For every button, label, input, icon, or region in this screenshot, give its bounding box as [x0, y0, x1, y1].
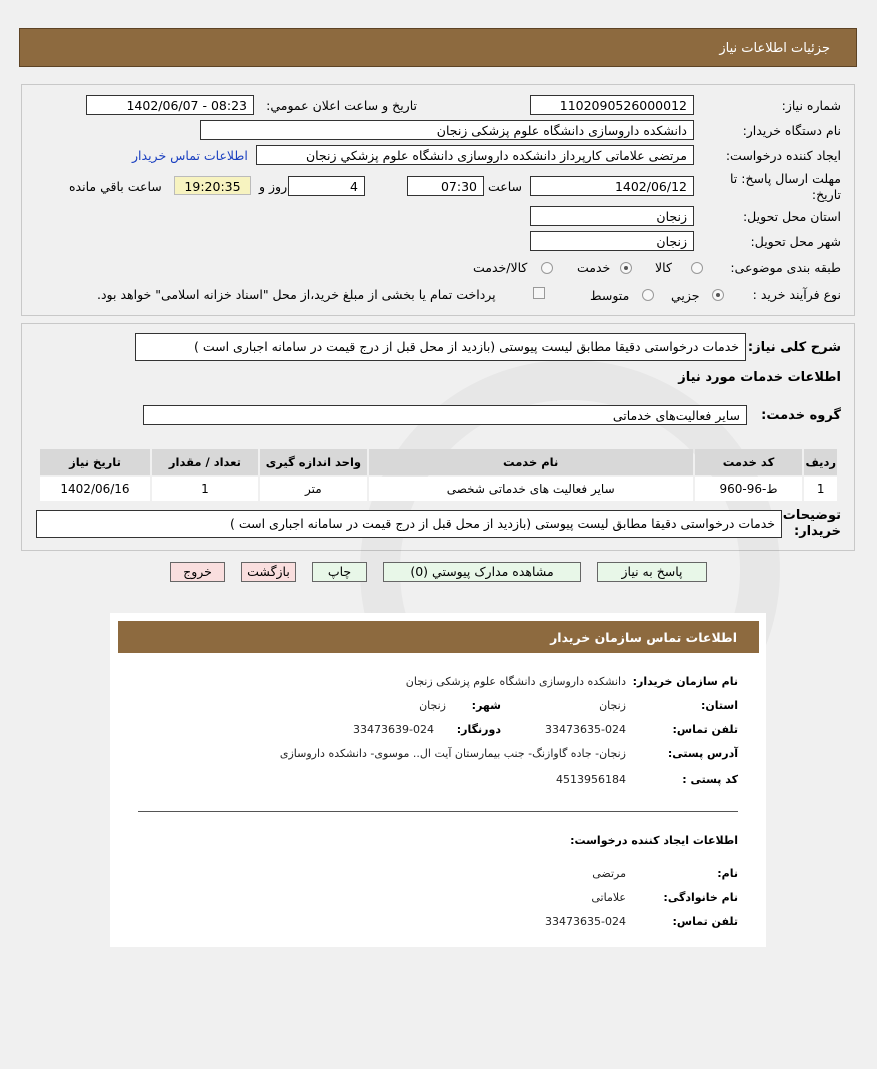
attachments-button[interactable]: مشاهده مدارک پيوستي (0) — [383, 562, 581, 582]
print-button[interactable]: چاپ — [312, 562, 367, 582]
services-heading: اطلاعات خدمات مورد نياز — [678, 370, 841, 385]
province-field: زنجان — [530, 206, 694, 226]
creator-name-label: نام: — [717, 867, 738, 880]
buyer-label: نام دستگاه خريدار: — [742, 123, 841, 138]
page-header — [19, 28, 857, 67]
service-group-label: گروه خدمت: — [761, 408, 841, 423]
reply-button[interactable]: پاسخ به نياز — [597, 562, 707, 582]
table-row — [40, 477, 837, 501]
table-header-row — [40, 449, 837, 475]
summary-field: خدمات درخواستی دقیقا مطابق لیست پیوستی (بازدید از محل قبل از درج قیمت در سامانه اجباری است ) — [135, 333, 746, 361]
need-number-field: 1102090526000012 — [530, 95, 694, 115]
back-button[interactable]: بازگشت — [241, 562, 296, 582]
col-service-code: کد خدمت — [695, 449, 803, 475]
treasury-checkbox[interactable] — [533, 287, 545, 299]
category-option-goods: کالا — [655, 260, 672, 275]
process-option-minor: جزيي — [671, 288, 700, 303]
creator-name-value: مرتضی — [592, 867, 626, 880]
page-title: جزئيات اطلاعات نياز — [719, 41, 830, 56]
buyer-notes-field: خدمات درخواستی دقیقا مطابق لیست پیوستی (بازدید از محل قبل از درج قیمت در سامانه اجباری است ) — [36, 510, 782, 538]
process-radio-medium[interactable] — [642, 289, 654, 301]
creator-label: ايجاد کننده درخواست: — [725, 148, 841, 163]
category-radio-goods[interactable] — [691, 262, 703, 274]
cell-unit: متر — [260, 477, 367, 501]
remaining-time-field: 19:20:35 — [174, 176, 251, 195]
category-radio-service[interactable] — [620, 262, 632, 274]
process-option-medium: متوسط — [590, 288, 630, 303]
category-label: طبقه بندی موضوعی: — [730, 260, 841, 275]
contact-fax-value: 33473639-024 — [353, 723, 434, 736]
category-radio-goods-service[interactable] — [541, 262, 553, 274]
address-value: زنجان- جاده گاوازنگ- جنب بیمارستان آیت ال.. موسوی- دانشکده داروسازی — [279, 747, 626, 760]
buyer-contact-link[interactable]: اطلاعات تماس خريدار — [132, 148, 248, 163]
city-label: شهر محل تحويل: — [750, 234, 841, 249]
contact-city-value: زنجان — [419, 699, 446, 712]
cell-service-code: ط-96-960 — [695, 477, 803, 501]
category-option-service: خدمت — [577, 260, 611, 275]
buyer-field: دانشکده داروسازی دانشگاه علوم پزشکی زنجان — [200, 120, 694, 140]
contact-city-label: شهر: — [471, 699, 501, 712]
org-label: نام سازمان خريدار: — [632, 675, 738, 688]
need-number-label: شماره نياز: — [781, 98, 841, 113]
address-label: آدرس پستی: — [667, 747, 738, 760]
service-group-field: ساير فعاليت‌های خدماتی — [143, 405, 747, 425]
creator-field: مرتضی علاماتی کارپرداز دانشکده داروسازی دانشگاه علوم پزشکي زنجان — [256, 145, 694, 165]
deadline-label-2: تاريخ: — [811, 187, 841, 202]
process-radio-minor[interactable] — [712, 289, 724, 301]
cell-row: 1 — [804, 477, 837, 501]
creator-family-value: علاماتی — [591, 891, 626, 904]
services-table — [38, 447, 839, 503]
contact-fax-label: دورنگار: — [456, 723, 501, 736]
buyer-contact-card — [110, 613, 766, 947]
creator-heading: اطلاعات ايجاد کننده درخواست: — [570, 834, 738, 847]
exit-button[interactable]: خروج — [170, 562, 225, 582]
contact-phone-label: تلفن تماس: — [672, 723, 738, 736]
col-row: رديف — [804, 449, 837, 475]
creator-phone-label: تلفن تماس: — [672, 915, 738, 928]
province-label: استان محل تحويل: — [742, 209, 841, 224]
announce-field: 1402/06/07 - 08:23 — [86, 95, 254, 115]
deadline-date-field: 1402/06/12 — [530, 176, 694, 196]
col-need-date: تاريخ نياز — [40, 449, 150, 475]
contact-card-title: اطلاعات تماس سازمان خريدار — [550, 630, 737, 645]
deadline-time-label: ساعت — [488, 179, 523, 194]
summary-label: شرح کلی نياز: — [747, 340, 841, 355]
buyer-notes-label-1: توضيحات — [782, 508, 841, 523]
buyer-notes-label-2: خريدار: — [794, 524, 841, 539]
category-option-goods-service: کالا/خدمت — [473, 260, 528, 275]
deadline-label-1: مهلت ارسال پاسخ: تا — [730, 171, 841, 186]
creator-family-label: نام خانوادگی: — [663, 891, 738, 904]
city-field: زنجان — [530, 231, 694, 251]
creator-phone-value: 33473635-024 — [545, 915, 626, 928]
days-label: روز و — [259, 179, 288, 194]
org-value: دانشکده داروسازی دانشگاه علوم پزشکی زنجان — [405, 675, 626, 688]
card-divider — [138, 811, 738, 812]
remaining-label: ساعت باقي مانده — [69, 179, 162, 194]
col-unit: واحد اندازه گيری — [260, 449, 367, 475]
need-info-panel — [21, 84, 855, 316]
contact-province-label: استان: — [701, 699, 738, 712]
process-label: نوع فرآيند خريد : — [752, 287, 841, 302]
contact-phone-value: 33473635-024 — [545, 723, 626, 736]
cell-quantity: 1 — [152, 477, 258, 501]
postal-code-value: 4513956184 — [556, 773, 626, 786]
col-quantity: تعداد / مقدار — [152, 449, 258, 475]
cell-need-date: 1402/06/16 — [40, 477, 150, 501]
days-field: 4 — [288, 176, 365, 196]
treasury-text: پرداخت تمام يا بخشی از مبلغ خريد،از محل "اسناد خزانه اسلامی" خواهد بود. — [97, 287, 496, 302]
contact-province-value: زنجان — [599, 699, 626, 712]
announce-label: تاريخ و ساعت اعلان عمومي: — [266, 98, 417, 113]
deadline-time-field: 07:30 — [407, 176, 484, 196]
cell-service-name: ساير فعاليت های خدماتی شخصی — [369, 477, 693, 501]
contact-card-header — [118, 621, 759, 653]
postal-code-label: کد پستی : — [682, 773, 738, 786]
col-service-name: نام خدمت — [369, 449, 693, 475]
